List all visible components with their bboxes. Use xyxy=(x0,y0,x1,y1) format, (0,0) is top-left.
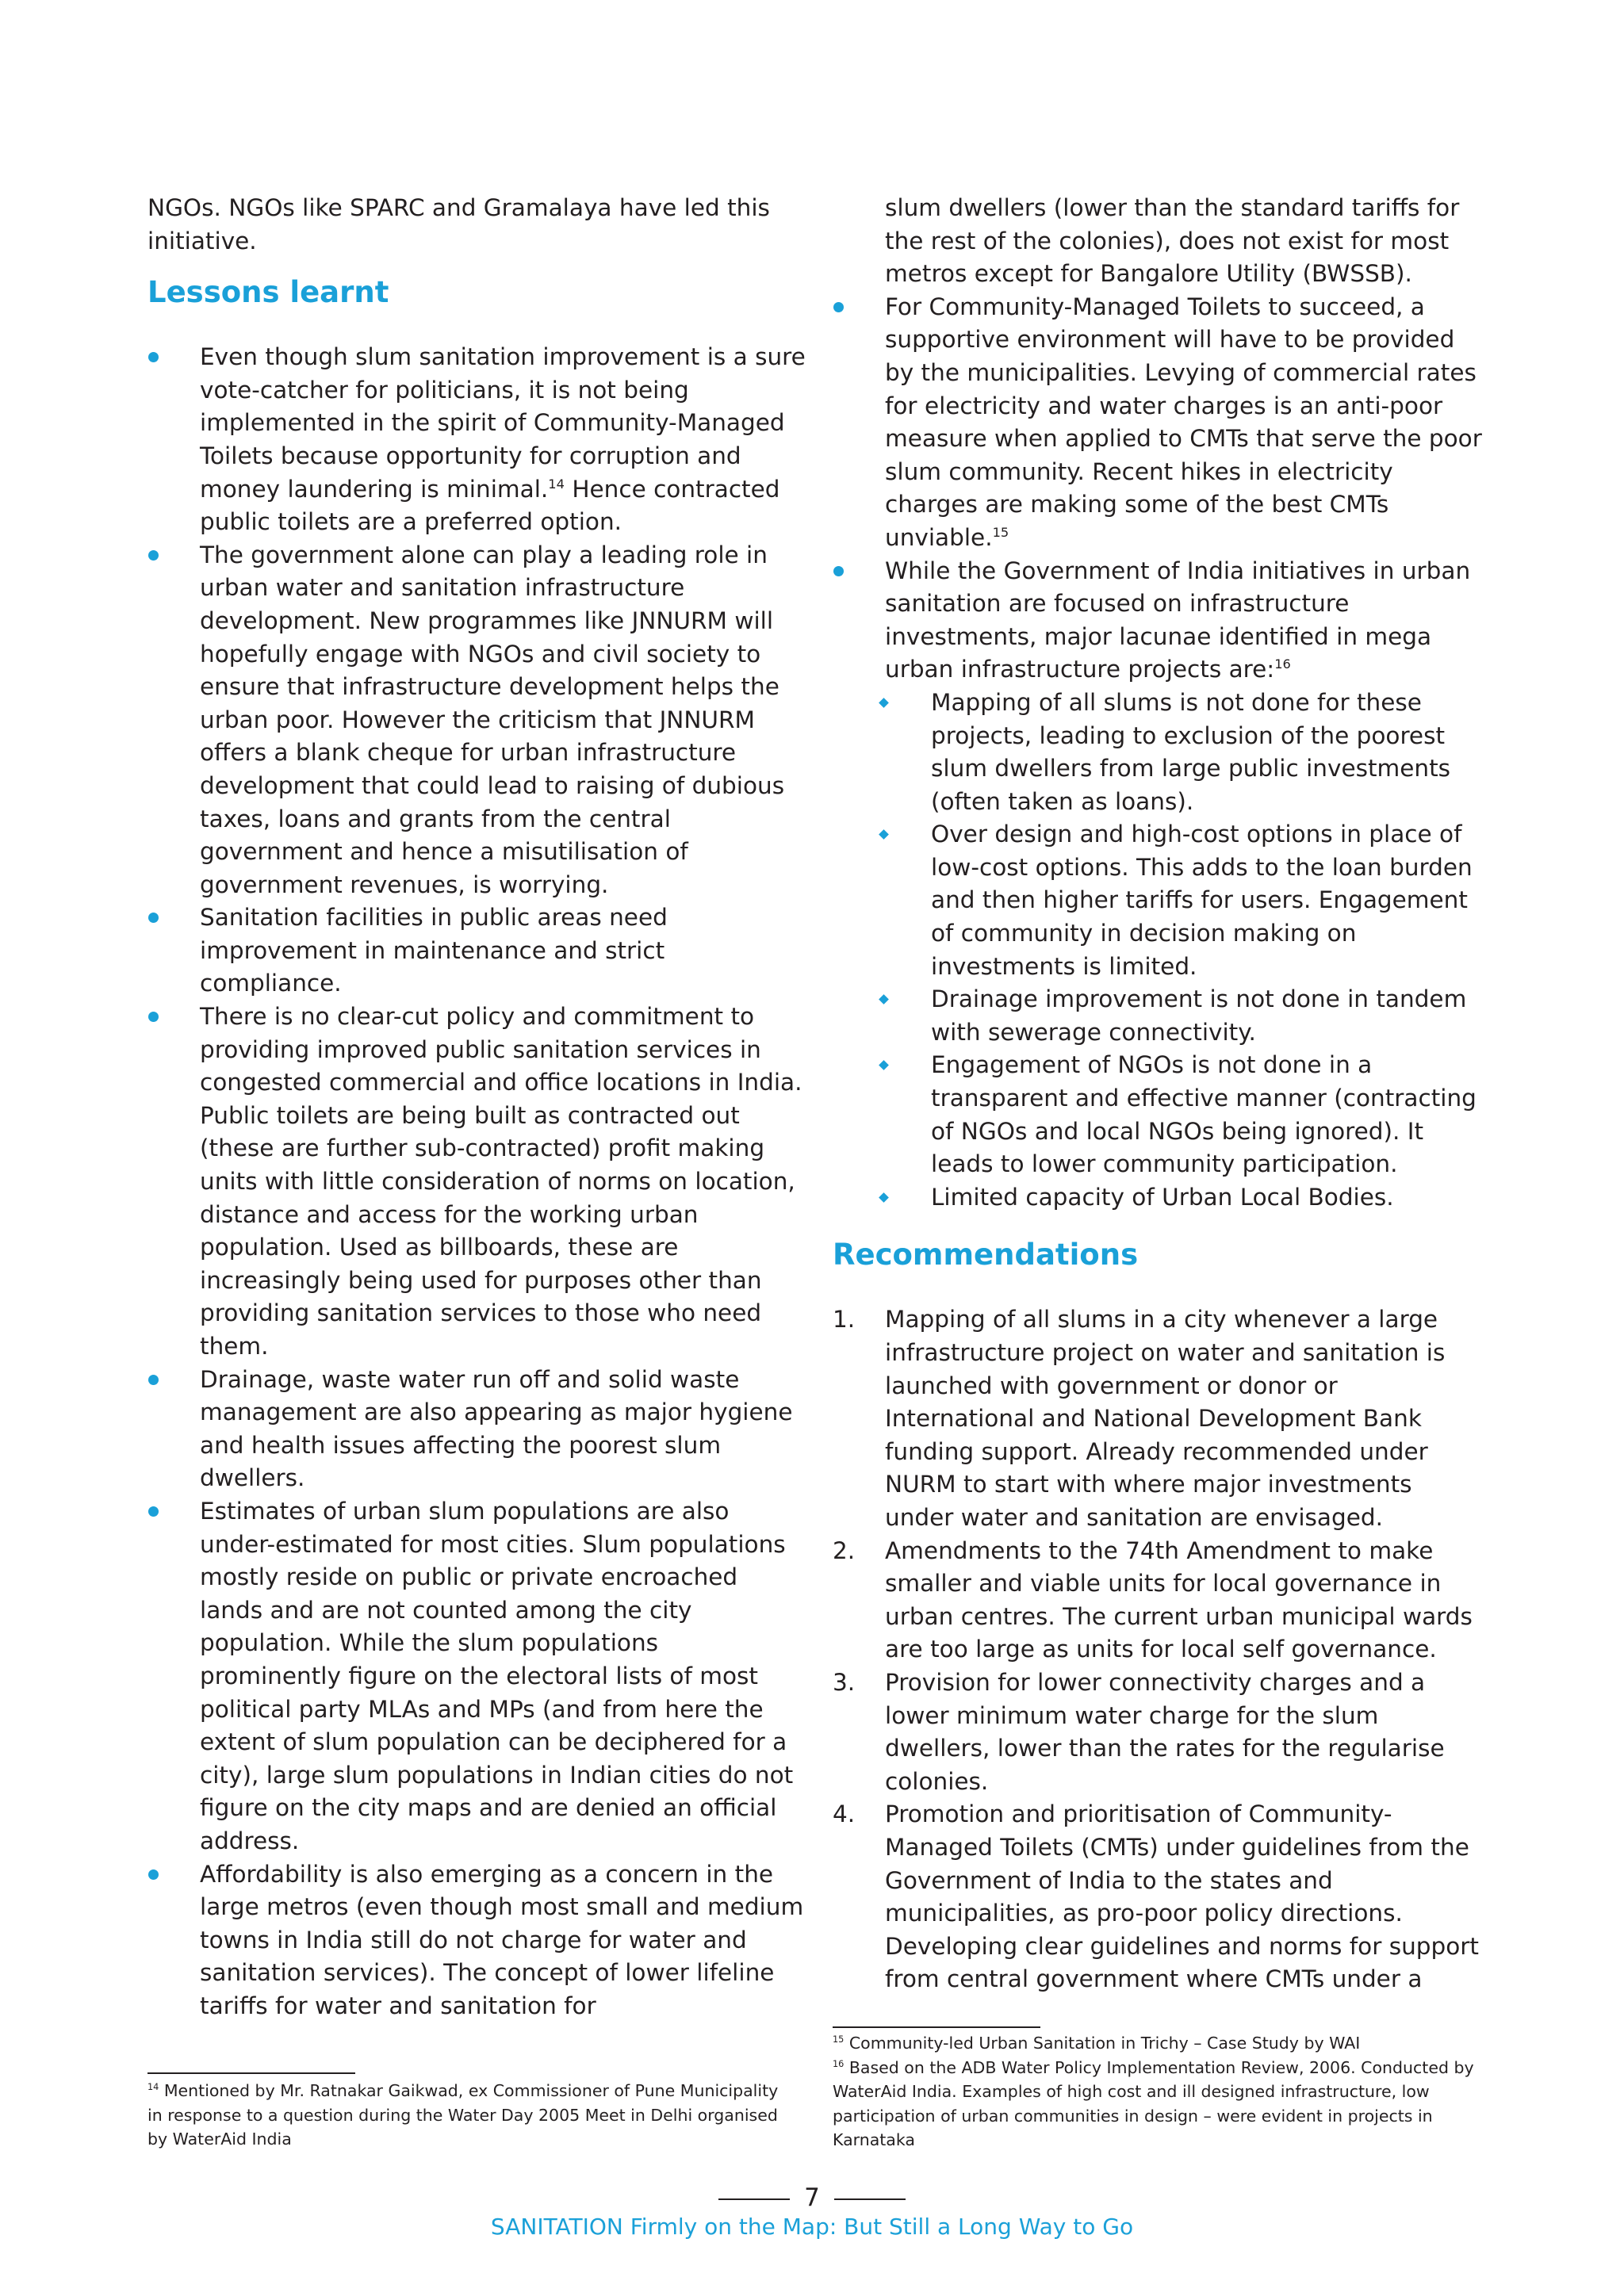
recommendation-number: 2. xyxy=(833,1536,856,1564)
page-number-area xyxy=(0,2182,1624,2214)
footnote-ref: 15 xyxy=(992,525,1009,541)
diamond-bullet-icon xyxy=(879,994,889,1004)
footnote-number: 14 xyxy=(147,2082,159,2093)
lesson-bullet xyxy=(147,539,806,902)
footnote-ref: 16 xyxy=(1274,656,1291,672)
page-number-rule-left xyxy=(718,2198,790,2200)
lesson-bullet xyxy=(147,1001,806,1364)
bullet-dot-icon xyxy=(148,1375,159,1385)
footnote-text: Mentioned by Mr. Ratnakar Gaikwad, ex Commissioner of Pune Municipality in response to a question during the Water Day 2005 Meet in Delhi organised by WaterAid India xyxy=(147,2081,779,2149)
bullet-text: For Community-Managed Toilets to succeed, a supportive environment will have to be provided by the municipalities. Levying of commercial rates for electricity and water charges is an anti-poor measure when applied to CMTs that serve the poor slum community. Recent hikes in electricity charges are making some of the best CMTs unviable. xyxy=(885,293,1482,551)
lacuna-subbullet xyxy=(833,687,1483,818)
bullet-dot-icon xyxy=(148,352,159,362)
recommendation-item xyxy=(833,1667,1483,1798)
diamond-bullet-icon xyxy=(879,698,889,708)
footnote-16 xyxy=(833,2056,1483,2152)
recommendations-heading: Recommendations xyxy=(833,1238,1139,1272)
lacuna-subbullet xyxy=(833,818,1483,983)
lesson-bullet xyxy=(147,1495,806,1858)
page-number: 7 xyxy=(804,2183,820,2212)
footnote-text: Community-led Urban Sanitation in Trichy – Case Study by WAI xyxy=(844,2034,1361,2053)
bullet-text: The government alone can play a leading role in urban water and sanitation infrastructure development. New programmes like JNNURM will hopefully engage with NGOs and civil society to ensure that infrastructure development helps the urban poor. However the criticism that JNNURM offers a blank cheque for urban infrastructure development that could lead to raising of dubious taxes, loans and grants from the central government and hence a misutilisation of government revenues, is worrying. xyxy=(200,541,785,898)
recommendation-number: 1. xyxy=(833,1306,856,1334)
footnote-number: 16 xyxy=(833,2058,845,2069)
right-column xyxy=(833,192,1483,1996)
footnote-divider xyxy=(147,2072,355,2074)
subbullet-text: Drainage improvement is not done in tandem with sewerage connectivity. xyxy=(931,985,1467,1046)
bullet-dot-icon xyxy=(148,1506,159,1517)
subbullet-text: Over design and high-cost options in place of low-cost options. This adds to the loan burden and then higher tariffs for users. Engagement of community in decision making on investments is limited. xyxy=(931,821,1473,980)
subbullet-text: Limited capacity of Urban Local Bodies. xyxy=(931,1183,1394,1211)
footnote-14 xyxy=(147,2079,798,2152)
footnote-text: Based on the ADB Water Policy Implementation Review, 2006. Conducted by WaterAid India. Examples of high cost and ill designed infrastructure, low participation of urban communities in design – were evident in projects in Karnataka xyxy=(833,2057,1474,2149)
lesson-bullet xyxy=(833,555,1483,687)
lesson-bullet xyxy=(147,901,806,1001)
lessons-learnt-heading: Lessons learnt xyxy=(147,275,389,310)
subbullet-text: Engagement of NGOs is not done in a transparent and effective manner (contracting of NGOs and local NGOs being ignored). It leads to lower community participation. xyxy=(931,1051,1477,1178)
diamond-bullet-icon xyxy=(879,1061,889,1071)
continuation-paragraph: slum dwellers (lower than the standard tariffs for the rest of the colonies), does not exist for most metros except for Bangalore Utility (BWSSB). xyxy=(885,194,1460,288)
lacuna-subbullet xyxy=(833,1049,1483,1181)
recommendation-item xyxy=(833,1798,1483,1996)
lesson-bullet xyxy=(147,341,806,539)
bullet-text: Drainage, waste water run off and solid waste management are also appearing as major hygiene and health issues affecting the poorest slum dwellers. xyxy=(200,1365,793,1492)
footnote-15 xyxy=(833,2031,1483,2056)
diamond-bullet-icon xyxy=(879,1192,889,1203)
bullet-dot-icon xyxy=(148,913,159,923)
intro-paragraph: NGOs. NGOs like SPARC and Gramalaya have led this initiative. xyxy=(147,194,770,254)
page-number-rule-right xyxy=(834,2198,906,2200)
recommendation-text: Mapping of all slums in a city whenever a large infrastructure project on water and sanitation is launched with government or donor or International and National Development Bank funding support. Already recommended under NURM to start with where major investments under water and sanitation are envisaged. xyxy=(885,1306,1446,1531)
lesson-bullet xyxy=(833,291,1483,555)
bullet-text: Even though slum sanitation improvement is a sure vote-catcher for politicians, it is not being implemented in the spirit of Community-Managed Toilets because opportunity for corruption and money laundering is minimal. xyxy=(200,343,806,503)
bullet-dot-icon xyxy=(148,550,159,561)
bullet-dot-icon xyxy=(833,302,844,312)
recommendation-number: 4. xyxy=(833,1800,856,1828)
subbullet-text: Mapping of all slums is not done for these projects, leading to exclusion of the poorest slum dwellers from large public investments (often taken as loans). xyxy=(931,688,1451,815)
lacuna-subbullet xyxy=(833,1181,1483,1215)
footer-title: SANITATION Firmly on the Map: But Still a Long Way to Go xyxy=(490,2214,1134,2240)
bullet-dot-icon xyxy=(833,566,844,576)
recommendation-text: Provision for lower connectivity charges and a lower minimum water charge for the slum dwellers, lower than the rates for the regularise colonies. xyxy=(885,1668,1445,1795)
bullet-text-continued: Hence contracted public toilets are a preferred option. xyxy=(200,475,780,536)
diamond-bullet-icon xyxy=(879,829,889,840)
bullet-text: Sanitation facilities in public areas need improvement in maintenance and strict compliance. xyxy=(200,904,668,997)
left-column xyxy=(147,192,806,2022)
footnote-number: 15 xyxy=(833,2034,845,2045)
recommendation-text: Amendments to the 74th Amendment to make smaller and viable units for local governance in urban centres. The current urban municipal wards are too large as units for local self governance. xyxy=(885,1536,1473,1663)
bullet-text: While the Government of India initiatives in urban sanitation are focused on infrastructure investments, major lacunae identified in mega urban infrastructure projects are: xyxy=(885,557,1471,683)
lesson-bullet xyxy=(147,1364,806,1495)
footnotes-right xyxy=(833,2031,1483,2152)
recommendation-item xyxy=(833,1535,1483,1667)
bullet-text: Estimates of urban slum populations are also under-estimated for most cities. Slum populations mostly reside on public or private encroached lands and are not counted among the city population. While the slum populations prominently figure on the electoral lists of most political party MLAs and MPs (and from here the extent of slum population can be deciphered for a city), large slum populations in Indian cities do not figure on the city maps and are denied an official address. xyxy=(200,1497,794,1854)
lesson-bullet xyxy=(147,1858,806,2023)
bullet-text: Affordability is also emerging as a concern in the large metros (even though most small and medium towns in India still do not charge for water and sanitation services). The concept of lower lifeline tariffs for water and sanitation for xyxy=(200,1860,804,2019)
bullet-text: There is no clear-cut policy and commitment to providing improved public sanitation services in congested commercial and office locations in India. Public toilets are being built as contracted out (these are further sub-contracted) profit making units with little consideration of norms on location, distance and access for the working urban population. Used as billboards, these are increasingly being used for purposes other than providing sanitation services to those who need them. xyxy=(200,1003,802,1360)
lacuna-subbullet xyxy=(833,983,1483,1049)
recommendation-number: 3. xyxy=(833,1668,856,1696)
bullet-dot-icon xyxy=(148,1869,159,1880)
bullet-dot-icon xyxy=(148,1012,159,1022)
recommendation-item xyxy=(833,1303,1483,1534)
recommendation-text: Promotion and prioritisation of Community-Managed Toilets (CMTs) under guidelines from the Government of India to the states and municipalities, as pro-poor policy directions. Developing clear guidelines and norms for support from central government where CMTs under a xyxy=(885,1800,1479,1993)
footnote-ref: 14 xyxy=(548,476,565,492)
footnote-divider xyxy=(833,2026,1040,2028)
